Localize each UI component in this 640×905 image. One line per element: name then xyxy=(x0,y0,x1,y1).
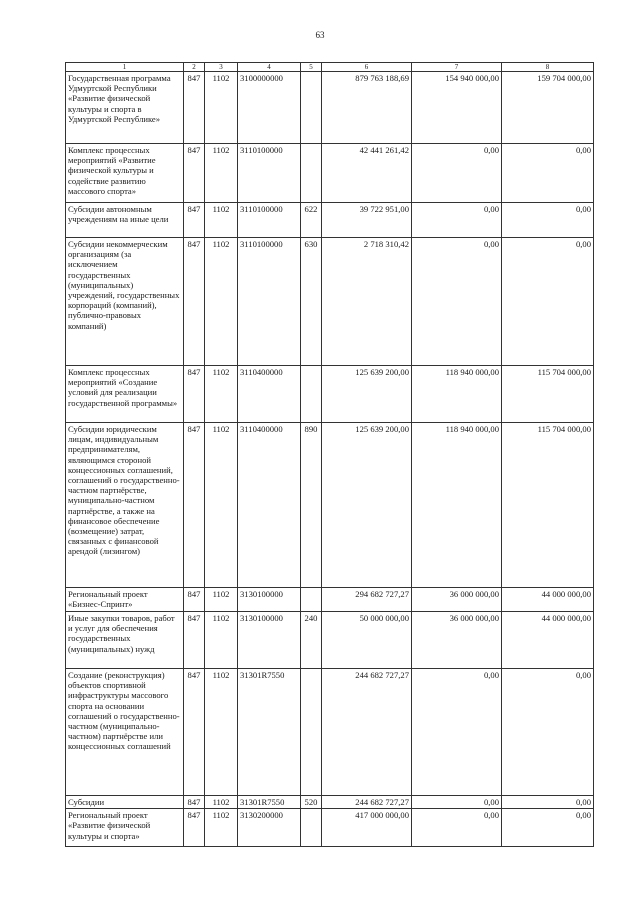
section-code: 1102 xyxy=(205,72,238,144)
amount-2: 154 940 000,00 xyxy=(412,72,502,144)
expense-type xyxy=(301,669,322,796)
amount-3: 0,00 xyxy=(502,203,594,238)
target-code: 31301R7550 xyxy=(238,669,301,796)
section-code: 1102 xyxy=(205,588,238,612)
amount-1: 879 763 188,69 xyxy=(322,72,412,144)
section-code: 1102 xyxy=(205,203,238,238)
row-name: Субсидии xyxy=(66,796,184,809)
admin-code: 847 xyxy=(184,796,205,809)
section-code: 1102 xyxy=(205,423,238,588)
amount-3: 115 704 000,00 xyxy=(502,423,594,588)
column-header: 5 xyxy=(301,63,322,72)
admin-code: 847 xyxy=(184,238,205,366)
amount-1: 125 639 200,00 xyxy=(322,366,412,423)
table-row xyxy=(66,612,594,669)
column-header: 7 xyxy=(412,63,502,72)
amount-3: 44 000 000,00 xyxy=(502,612,594,669)
expense-type: 520 xyxy=(301,796,322,809)
amount-1: 417 000 000,00 xyxy=(322,809,412,847)
section-code: 1102 xyxy=(205,809,238,847)
target-code: 3130100000 xyxy=(238,588,301,612)
column-header: 4 xyxy=(238,63,301,72)
amount-1: 125 639 200,00 xyxy=(322,423,412,588)
section-code: 1102 xyxy=(205,669,238,796)
amount-2: 0,00 xyxy=(412,238,502,366)
target-code: 3100000000 xyxy=(238,72,301,144)
table-row xyxy=(66,203,594,238)
column-header: 6 xyxy=(322,63,412,72)
expense-type: 630 xyxy=(301,238,322,366)
admin-code: 847 xyxy=(184,669,205,796)
admin-code: 847 xyxy=(184,144,205,203)
section-code: 1102 xyxy=(205,366,238,423)
amount-2: 36 000 000,00 xyxy=(412,588,502,612)
expense-type xyxy=(301,366,322,423)
amount-2: 118 940 000,00 xyxy=(412,366,502,423)
amount-1: 294 682 727,27 xyxy=(322,588,412,612)
amount-3: 0,00 xyxy=(502,238,594,366)
amount-3: 44 000 000,00 xyxy=(502,588,594,612)
amount-1: 244 682 727,27 xyxy=(322,796,412,809)
table-row xyxy=(66,144,594,203)
column-header: 8 xyxy=(502,63,594,72)
amount-3: 0,00 xyxy=(502,144,594,203)
admin-code: 847 xyxy=(184,72,205,144)
amount-1: 244 682 727,27 xyxy=(322,669,412,796)
amount-3: 115 704 000,00 xyxy=(502,366,594,423)
expense-type: 240 xyxy=(301,612,322,669)
row-name: Иные закупки товаров, работ и услуг для обеспечения государственных (муниципальных) нужд xyxy=(66,612,184,669)
table-row xyxy=(66,809,594,847)
row-name: Комплекс процессных мероприятий «Создание условий для реализации государственной программы» xyxy=(66,366,184,423)
expense-type: 622 xyxy=(301,203,322,238)
expense-type xyxy=(301,144,322,203)
amount-3: 0,00 xyxy=(502,809,594,847)
amount-3: 0,00 xyxy=(502,669,594,796)
amount-2: 0,00 xyxy=(412,203,502,238)
amount-1: 39 722 951,00 xyxy=(322,203,412,238)
admin-code: 847 xyxy=(184,809,205,847)
row-name: Создание (реконструкция) объектов спортивной инфраструктуры массового спорта на основании соглашений о государственно-частном (муниципально-частном) партнёрстве или концессионных соглашений xyxy=(66,669,184,796)
target-code: 3130200000 xyxy=(238,809,301,847)
amount-2: 0,00 xyxy=(412,809,502,847)
section-code: 1102 xyxy=(205,612,238,669)
target-code: 3110400000 xyxy=(238,423,301,588)
expense-type: 890 xyxy=(301,423,322,588)
row-name: Субсидии автономным учреждениям на иные цели xyxy=(66,203,184,238)
target-code: 3110400000 xyxy=(238,366,301,423)
column-header: 2 xyxy=(184,63,205,72)
expense-type xyxy=(301,72,322,144)
table-row xyxy=(66,423,594,588)
admin-code: 847 xyxy=(184,366,205,423)
amount-1: 42 441 261,42 xyxy=(322,144,412,203)
table-row xyxy=(66,72,594,144)
row-name: Государственная программа Удмуртской Республики «Развитие физической культуры и спорта в Удмуртской Республике» xyxy=(66,72,184,144)
row-name: Субсидии некоммерческим организациям (за исключением государственных (муниципальных) учреждений, государственных корпораций (компаний), публично-правовых компаний) xyxy=(66,238,184,366)
target-code: 31301R7550 xyxy=(238,796,301,809)
table-row xyxy=(66,796,594,809)
expense-type xyxy=(301,588,322,612)
row-name: Региональный проект «Развитие физической культуры и спорта» xyxy=(66,809,184,847)
table-row xyxy=(66,238,594,366)
amount-2: 0,00 xyxy=(412,669,502,796)
column-header: 1 xyxy=(66,63,184,72)
section-code: 1102 xyxy=(205,144,238,203)
amount-2: 36 000 000,00 xyxy=(412,612,502,669)
column-header: 3 xyxy=(205,63,238,72)
budget-table xyxy=(65,62,594,847)
table-row xyxy=(66,588,594,612)
section-code: 1102 xyxy=(205,796,238,809)
admin-code: 847 xyxy=(184,612,205,669)
amount-2: 0,00 xyxy=(412,144,502,203)
amount-3: 159 704 000,00 xyxy=(502,72,594,144)
row-name: Региональный проект «Бизнес-Спринт» xyxy=(66,588,184,612)
amount-1: 2 718 310,42 xyxy=(322,238,412,366)
admin-code: 847 xyxy=(184,203,205,238)
section-code: 1102 xyxy=(205,238,238,366)
row-name: Субсидии юридическим лицам, индивидуальным предпринимателям, являющимся стороной концессионных соглашений, соглашений о государственно-частном партнёрстве, муниципально-частном партнёрстве, а также на финансовое обеспечение (возмещение) затрат, связанных с финансовой арендой (лизингом) xyxy=(66,423,184,588)
amount-3: 0,00 xyxy=(502,796,594,809)
target-code: 3110100000 xyxy=(238,203,301,238)
target-code: 3130100000 xyxy=(238,612,301,669)
row-name: Комплекс процессных мероприятий «Развитие физической культуры и содействие развитию массового спорта» xyxy=(66,144,184,203)
target-code: 3110100000 xyxy=(238,144,301,203)
table-row xyxy=(66,669,594,796)
page-number: 63 xyxy=(315,30,325,40)
admin-code: 847 xyxy=(184,423,205,588)
amount-2: 118 940 000,00 xyxy=(412,423,502,588)
amount-1: 50 000 000,00 xyxy=(322,612,412,669)
admin-code: 847 xyxy=(184,588,205,612)
table-row xyxy=(66,366,594,423)
target-code: 3110100000 xyxy=(238,238,301,366)
header-row xyxy=(66,63,594,72)
expense-type xyxy=(301,809,322,847)
amount-2: 0,00 xyxy=(412,796,502,809)
